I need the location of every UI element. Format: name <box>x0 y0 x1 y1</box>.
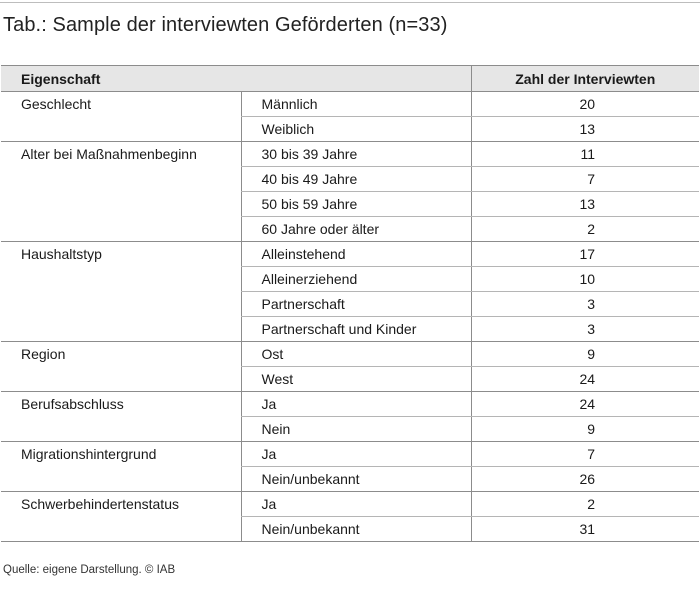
source-note: Quelle: eigene Darstellung. © IAB <box>3 564 176 576</box>
row-label: Nein <box>241 417 471 442</box>
group-label: Berufsabschluss <box>1 392 241 442</box>
row-value: 17 <box>471 242 699 267</box>
row-label: 40 bis 49 Jahre <box>241 167 471 192</box>
group-label: Region <box>1 342 241 392</box>
row-label: Ja <box>241 492 471 517</box>
row-value: 31 <box>471 517 699 542</box>
row-value: 7 <box>471 167 699 192</box>
group-label: Schwerbehindertenstatus <box>1 492 241 542</box>
row-value: 2 <box>471 217 699 242</box>
row-label: Alleinstehend <box>241 242 471 267</box>
group-label: Migrationshintergrund <box>1 442 241 492</box>
row-value: 11 <box>471 142 699 167</box>
group-label: Haushaltstyp <box>1 242 241 342</box>
row-value: 2 <box>471 492 699 517</box>
table-row <box>1 442 699 467</box>
row-value: 3 <box>471 292 699 317</box>
row-label: Nein/unbekannt <box>241 467 471 492</box>
row-label: Weiblich <box>241 117 471 142</box>
table-title: Tab.: Sample der interviewten Geförderten (n=33) <box>3 14 448 36</box>
row-label: Nein/unbekannt <box>241 517 471 542</box>
row-value: 3 <box>471 317 699 342</box>
row-label: Männlich <box>241 92 471 117</box>
row-label: 30 bis 39 Jahre <box>241 142 471 167</box>
header-eigenschaft: Eigenschaft <box>1 66 471 92</box>
row-value: 20 <box>471 92 699 117</box>
table-row <box>1 392 699 417</box>
row-value: 13 <box>471 192 699 217</box>
row-label: West <box>241 367 471 392</box>
row-label: Ja <box>241 392 471 417</box>
row-value: 24 <box>471 367 699 392</box>
table-row <box>1 492 699 517</box>
row-label: Partnerschaft und Kinder <box>241 317 471 342</box>
table-row <box>1 142 699 167</box>
row-label: 60 Jahre oder älter <box>241 217 471 242</box>
row-label: Alleinerziehend <box>241 267 471 292</box>
row-label: Ost <box>241 342 471 367</box>
row-value: 9 <box>471 417 699 442</box>
top-rule <box>0 2 700 3</box>
group-label: Alter bei Maßnahmenbeginn <box>1 142 241 242</box>
row-label: Ja <box>241 442 471 467</box>
group-label: Geschlecht <box>1 92 241 142</box>
row-value: 7 <box>471 442 699 467</box>
row-label: Partnerschaft <box>241 292 471 317</box>
row-value: 10 <box>471 267 699 292</box>
table-row <box>1 342 699 367</box>
row-value: 13 <box>471 117 699 142</box>
row-value: 9 <box>471 342 699 367</box>
data-table <box>1 65 699 542</box>
table-row <box>1 92 699 117</box>
header-row <box>1 66 699 92</box>
row-value: 26 <box>471 467 699 492</box>
row-label: 50 bis 59 Jahre <box>241 192 471 217</box>
row-value: 24 <box>471 392 699 417</box>
table-row <box>1 242 699 267</box>
table-body <box>1 92 699 542</box>
header-zahl: Zahl der Interviewten <box>471 66 699 92</box>
